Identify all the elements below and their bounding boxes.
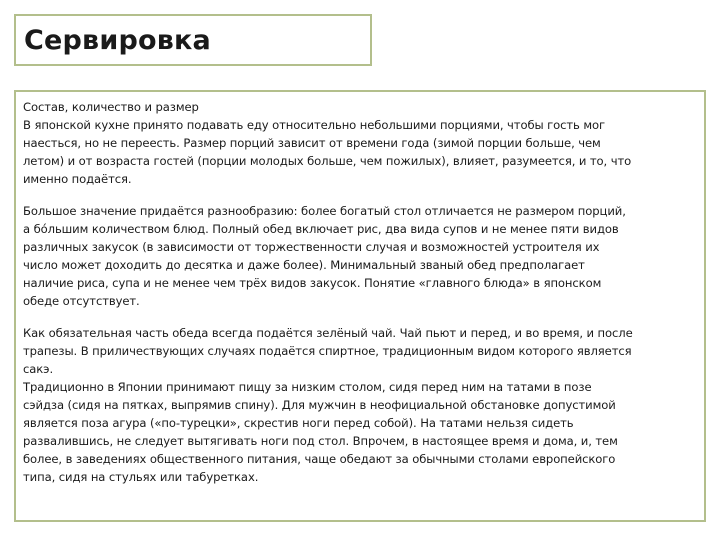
paragraph-3 <box>23 324 701 486</box>
text-line: развалившись, не следует вытягивать ноги под стол. Впрочем, в настоящее время и дома, и, тем <box>23 434 618 448</box>
text-line: Большое значение придаётся разнообразию: более богатый стол отличается не размером порций, <box>23 204 626 218</box>
text-line: сэйдза (сидя на пятках, выпрямив спину). Для мужчин в неофициальной обстановке допустимой <box>23 398 616 412</box>
text-line: Традиционно в Японии принимают пищу за низким столом, сидя перед ним на татами в позе <box>23 380 592 394</box>
text-line: различных закусок (в зависимости от торжественности случая и возможностей устроителя их <box>23 240 600 254</box>
text-line: летом) и от возраста гостей (порции молодых больше, чем пожилых), влияет, разумеется, и то, что <box>23 154 632 168</box>
text-line: а бóльшим количеством блюд. Полный обед включает рис, два вида супов и не менее пяти видов <box>23 222 619 236</box>
paragraph-2 <box>23 202 701 310</box>
slide-title: Сервировка <box>24 25 211 56</box>
text-line: более, в заведениях общественного питания, чаще обедают за обычными столами европейского <box>23 452 616 466</box>
section-heading: Состав, количество и размер <box>23 100 199 114</box>
text-line: обеде отсутствует. <box>23 294 140 308</box>
paragraph-gap <box>23 188 701 202</box>
text-line: именно подаётся. <box>23 172 132 186</box>
title-box <box>14 14 372 66</box>
paragraph-1 <box>23 116 701 188</box>
text-line: является поза агура («по-турецки», скрестив ноги перед собой). На татами нельзя сидеть <box>23 416 574 430</box>
paragraph-gap <box>23 310 701 324</box>
text-line: Как обязательная часть обеда всегда подаётся зелёный чай. Чай пьют и перед, и во время, и после <box>23 326 633 340</box>
text-line: число может доходить до десятка и даже более). Минимальный званый обед предполагает <box>23 258 585 272</box>
content-box <box>14 90 706 522</box>
content-body <box>23 98 701 486</box>
text-line: наличие риса, супа и не менее чем трёх видов закусок. Понятие «главного блюда» в японском <box>23 276 602 290</box>
text-line: сакэ. <box>23 362 54 376</box>
text-line: В японской кухне принято подавать еду относительно небольшими порциями, чтобы гость мог <box>23 118 605 132</box>
text-line: трапезы. В приличествующих случаях подаётся спиртное, традиционным видом которого является <box>23 344 632 358</box>
text-line: наесться, но не переесть. Размер порций зависит от времени года (зимой порции больше, чем <box>23 136 601 150</box>
text-line: типа, сидя на стульях или табуретках. <box>23 470 259 484</box>
